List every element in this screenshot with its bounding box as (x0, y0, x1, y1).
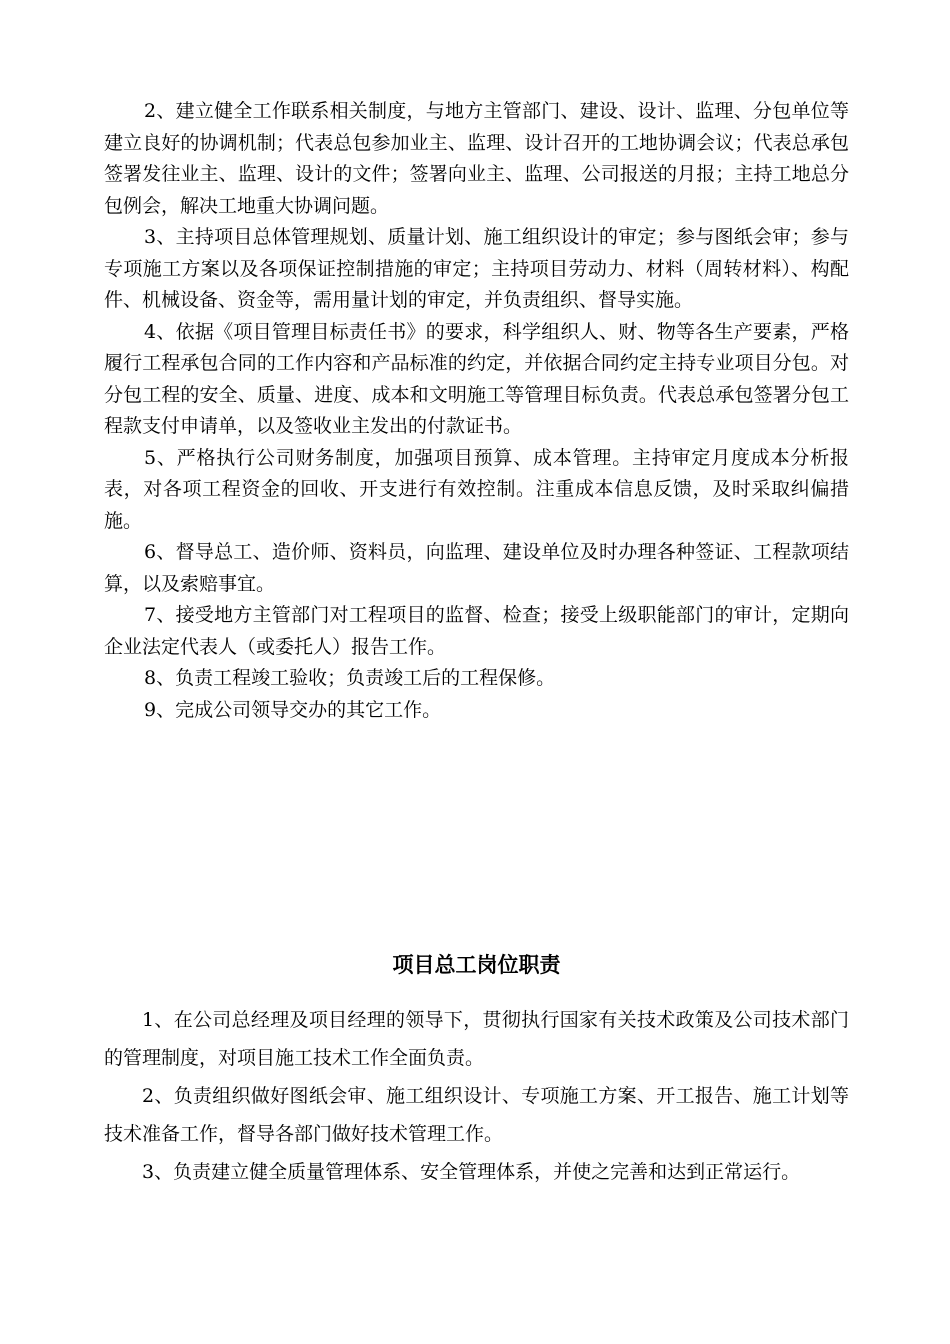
chief-duty-item-1: 1、在公司总经理及项目经理的领导下，贯彻执行国家有关技术政策及公司技术部门的管理制度，对项目施工技术工作全面负责。 (104, 1009, 849, 1069)
duty-item-6: 6、督导总工、造价师、资料员，向监理、建设单位及时办理各种签证、工程款项结算，以及索赔事宜。 (104, 541, 849, 595)
duty-item-4: 4、依据《项目管理目标责任书》的要求，科学组织人、财、物等各生产要素，严格履行工程承包合同的工作内容和产品标准的约定，并依据合同约定主持专业项目分包。对分包工程的安全、质量、进度、成本和文明施工等管理目标负责。代表总承包签署分包工程款支付申请单，以及签收业主发出的付款证书。 (104, 320, 849, 437)
chief-duty-item-2: 2、负责组织做好图纸会审、施工组织设计、专项施工方案、开工报告、施工计划等技术准备工作，督导各部门做好技术管理工作。 (104, 1085, 849, 1145)
chief-engineer-duties (104, 1001, 849, 1191)
section-title: 项目总工岗位职责 (392, 952, 561, 977)
duty-item-8: 8、负责工程竣工验收；负责竣工后的工程保修。 (144, 667, 556, 689)
chief-duty-item-3: 3、负责建立健全质量管理体系、安全管理体系，并使之完善和达到正常运行。 (142, 1161, 801, 1183)
duty-item-7: 7、接受地方主管部门对工程项目的监督、检查；接受上级职能部门的审计，定期向企业法定代表人（或委托人）报告工作。 (104, 604, 849, 658)
duty-item-3: 3、主持项目总体管理规划、质量计划、施工组织设计的审定；参与图纸会审；参与专项施工方案以及各项保证控制措施的审定；主持项目劳动力、材料（周转材料）、构配件、机械设备、资金等，需用量计划的审定，并负责组织、督导实施。 (104, 226, 849, 311)
manager-duties-continued (104, 96, 849, 726)
duty-item-2: 2、建立健全工作联系相关制度，与地方主管部门、建设、设计、监理、分包单位等建立良好的协调机制；代表总包参加业主、监理、设计召开的工地协调会议；代表总承包签署发往业主、监理、设计的文件；签署向业主、监理、公司报送的月报；主持工地总分包例会，解决工地重大协调问题。 (104, 100, 849, 217)
duty-item-9: 9、完成公司领导交办的其它工作。 (144, 698, 442, 721)
duty-item-5: 5、严格执行公司财务制度，加强项目预算、成本管理。主持审定月度成本分析报表，对各项工程资金的回收、开支进行有效控制。注重成本信息反馈，及时采取纠偏措施。 (104, 446, 849, 532)
